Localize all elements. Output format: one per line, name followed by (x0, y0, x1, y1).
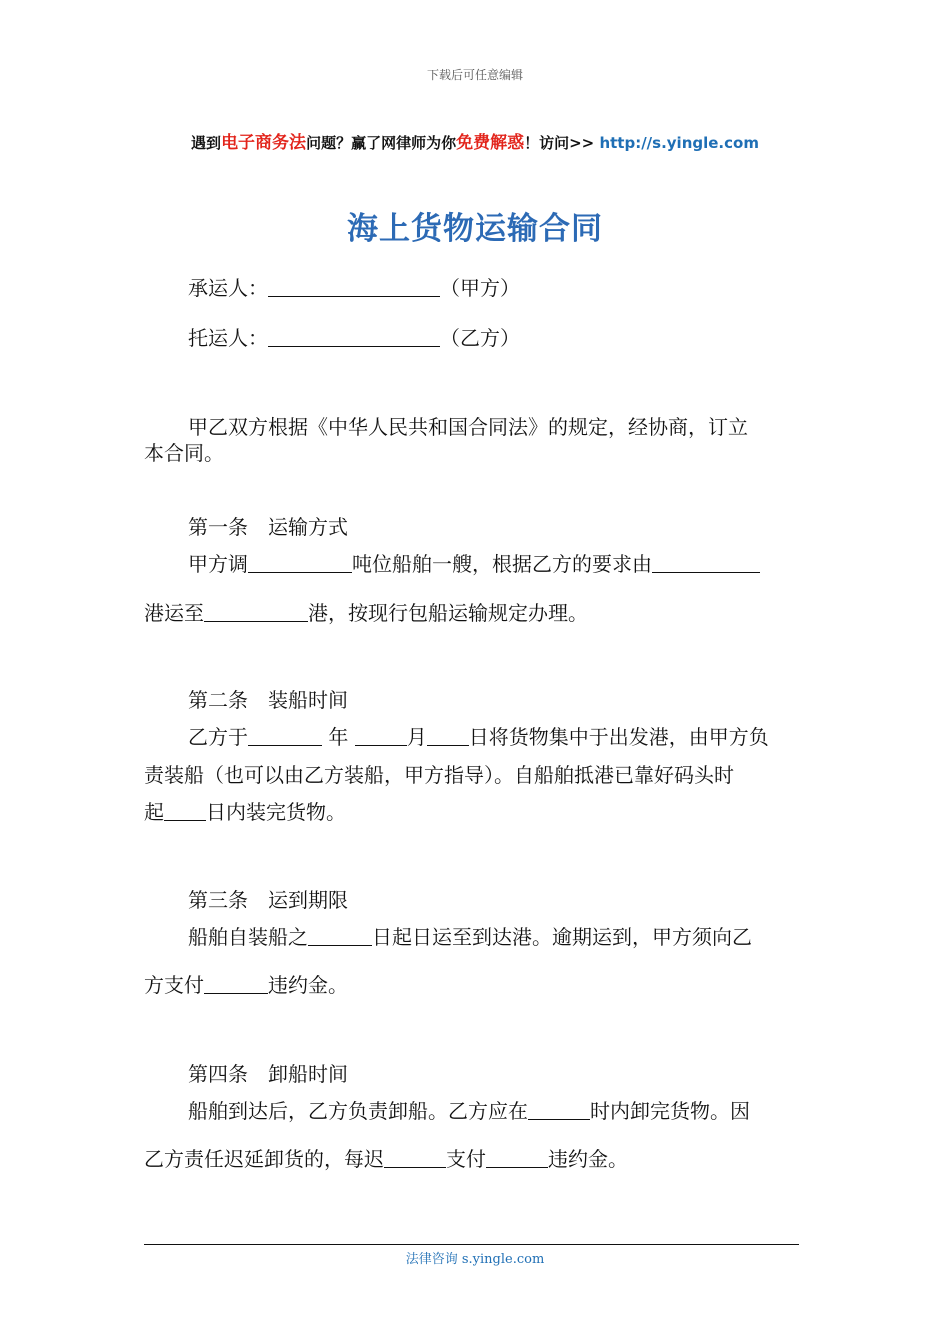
carrier-blank[interactable] (268, 278, 440, 297)
tonnage-blank[interactable] (248, 554, 352, 573)
destination-port-blank[interactable] (204, 603, 308, 622)
footer-link[interactable]: 法律咨询 s.yingle.com (405, 1252, 545, 1267)
late-penalty-blank[interactable] (204, 975, 268, 994)
carrier-line (188, 272, 520, 301)
month-blank[interactable] (355, 727, 407, 746)
article-4-heading: 第四条 卸船时间 (188, 1062, 348, 1086)
shipper-suffix: （乙方） (440, 326, 520, 350)
footer-divider (144, 1244, 799, 1245)
article-1-heading: 第一条 运输方式 (188, 515, 348, 539)
article-3-line-2 (144, 969, 348, 998)
text: 月 (406, 725, 427, 749)
shipper-label: 托运人： (188, 326, 268, 350)
header-note: 下载后可任意编辑 (426, 68, 523, 82)
text: 年 (322, 725, 355, 749)
text: 时内卸完货物。因 (590, 1099, 750, 1123)
transit-days-blank[interactable] (308, 927, 372, 946)
promo-link[interactable]: http://s.yingle.com (599, 134, 759, 152)
text: 吨位船舶一艘，根据乙方的要求由 (352, 552, 652, 576)
text: 支付 (446, 1147, 486, 1171)
promo-free: 免费解惑 (456, 133, 525, 153)
text: 违约金。 (548, 1147, 628, 1171)
article-3-heading: 第三条 运到期限 (188, 888, 348, 912)
shipper-line (188, 322, 520, 351)
promo-banner (0, 128, 950, 153)
text: 日起日运至到达港。逾期运到，甲方须向乙 (372, 925, 752, 949)
carrier-label: 承运人： (188, 276, 268, 300)
origin-port-blank[interactable] (652, 554, 760, 573)
article-1-line-2 (144, 597, 588, 626)
article-1-line-1 (188, 548, 760, 577)
article-3-line-1 (188, 921, 752, 950)
promo-text-3: ！访问>> (524, 134, 600, 152)
delay-penalty-blank[interactable] (486, 1149, 548, 1168)
loading-days-blank[interactable] (164, 802, 206, 821)
text: 船舶到达后，乙方负责卸船。乙方应在 (188, 1099, 528, 1123)
preamble-line-2: 本合同。 (144, 441, 224, 465)
day-blank[interactable] (427, 727, 469, 746)
text: 乙方于 (188, 725, 248, 749)
delay-unit-blank[interactable] (384, 1149, 446, 1168)
text: 日内装完货物。 (206, 800, 346, 824)
article-2-line-3 (144, 796, 346, 825)
unloading-hours-blank[interactable] (528, 1101, 590, 1120)
text: 方支付 (144, 973, 204, 997)
preamble-line-1: 甲乙双方根据《中华人民共和国合同法》的规定，经协商，订立 (188, 415, 748, 439)
carrier-suffix: （甲方） (440, 276, 520, 300)
text: 甲方调 (188, 552, 248, 576)
article-4-line-1 (188, 1095, 750, 1124)
shipper-blank[interactable] (268, 328, 440, 347)
text: 日将货物集中于出发港，由甲方负 (468, 725, 769, 749)
article-2-heading: 第二条 装船时间 (188, 688, 348, 712)
article-2-line-2: 责装船（也可以由乙方装船，甲方指导）。自船舶抵港已靠好码头时 (144, 763, 734, 787)
promo-topic: 电子商务法 (221, 133, 307, 153)
text: 港，按现行包船运输规定办理。 (308, 601, 588, 625)
text: 港运至 (144, 601, 204, 625)
text: 乙方责任迟延卸货的，每迟 (144, 1147, 384, 1171)
promo-text-2: 问题？赢了网律师为你 (306, 134, 457, 152)
article-2-line-1 (188, 721, 769, 750)
text: 船舶自装船之 (188, 925, 308, 949)
promo-text-1: 遇到 (191, 134, 222, 152)
year-blank[interactable] (248, 727, 322, 746)
document-title: 海上货物运输合同 (347, 211, 603, 247)
text: 违约金。 (268, 973, 348, 997)
text: 起 (144, 800, 164, 824)
article-4-line-2 (144, 1143, 628, 1172)
